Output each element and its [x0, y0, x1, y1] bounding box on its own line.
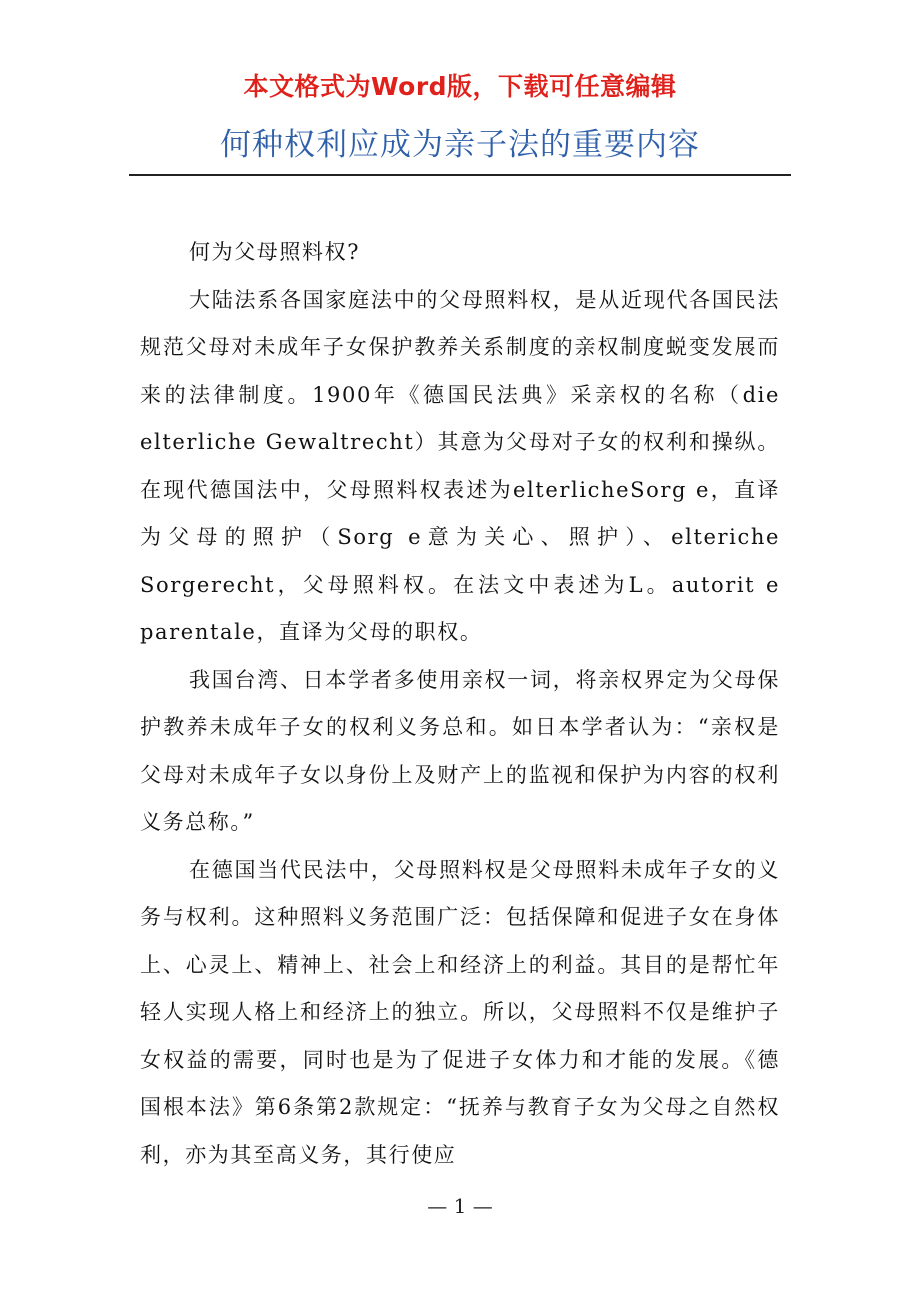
paragraph-question: 何为父母照料权?	[189, 240, 361, 264]
page-number: — 1 —	[427, 1194, 493, 1218]
paragraph-origin: 大陆法系各国家庭法中的父母照料权，是从近现代各国民法规范父母对未成年子女保护教养关系制度的亲权制度蜕变发展而来的法律制度。1900年《德国民法典》采亲权的名称（die elterliche Gewaltrecht）其意为父母对子女的权利和操纵。在现代德国法中，父母照料权表述为elterlicheSorg e，直译为父母的照护（Sorg e意为关心、照护）、elteriche Sorgerecht，父母照料权。在法文中表述为L。autorit e parentale，直译为父母的职权。	[140, 287, 780, 644]
paragraph-taiwan-japan: 我国台湾、日本学者多使用亲权一词，将亲权界定为父母保护教养未成年子女的权利义务总和。如日本学者认为：“亲权是父母对未成年子女以身份上及财产上的监视和保护为内容的权利义务总称。”	[140, 667, 780, 834]
title-divider	[129, 174, 791, 176]
paragraph-germany: 在德国当代民法中，父母照料权是父母照料未成年子女的义务与权利。这种照料义务范围广泛：包括保障和促进子女在身体上、心灵上、精神上、社会上和经济上的利益。其目的是帮忙年轻人实现人格上和经济上的独立。所以，父母照料不仅是维护子女权益的需要，同时也是为了促进子女体力和才能的发展。《德国根本法》第6条第2款规定：“抚养与教育子女为父母之自然权利，亦为其至高义务，其行使应	[140, 857, 780, 1167]
page-title: 何种权利应成为亲子法的重要内容	[220, 127, 700, 163]
document-body	[140, 229, 780, 1179]
download-banner: 本文格式为Word版，下载可任意编辑	[243, 72, 677, 101]
